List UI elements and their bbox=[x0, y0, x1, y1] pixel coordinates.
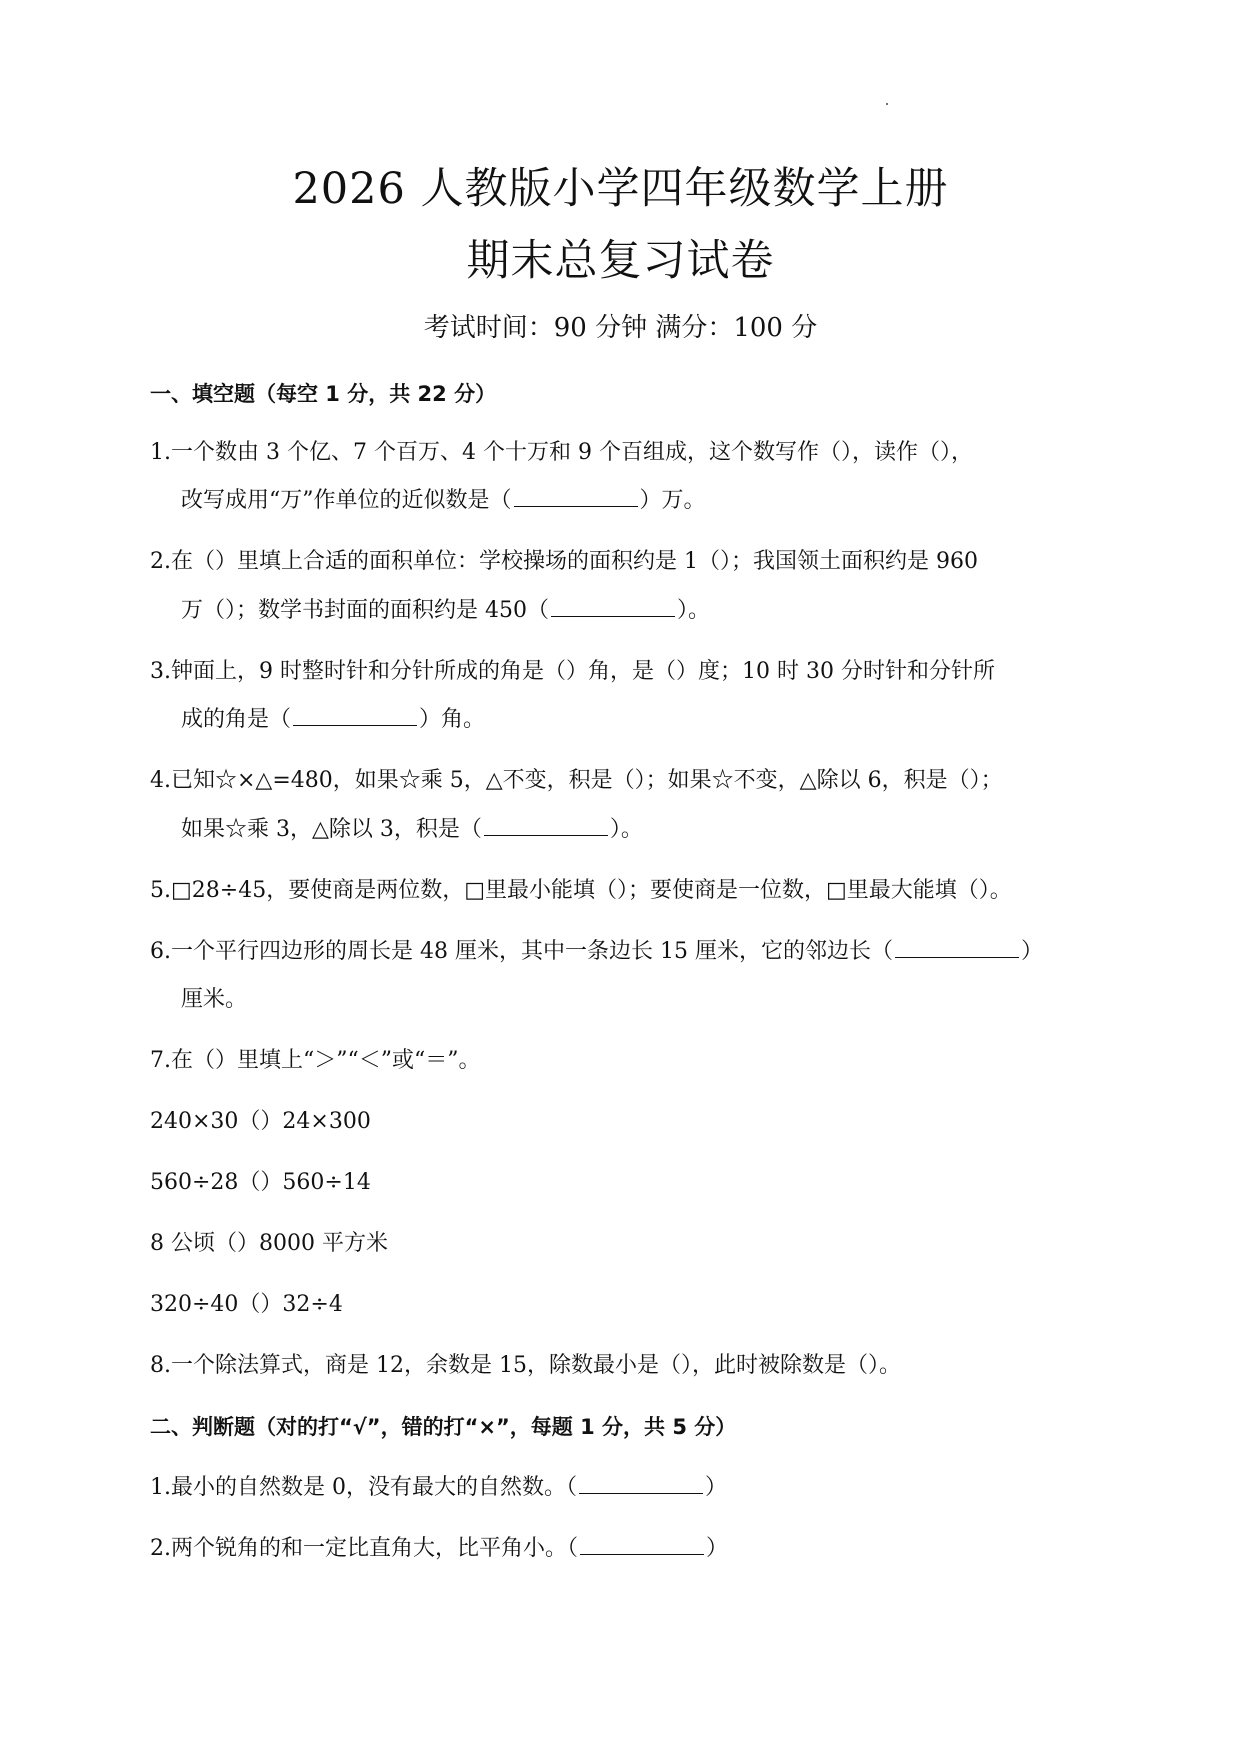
question-7-line1: 7.在（）里填上“＞”“＜”或“＝”。 bbox=[150, 1048, 481, 1073]
exam-title-line1: 2026 人教版小学四年级数学上册 bbox=[292, 164, 949, 214]
answer-blank[interactable] bbox=[579, 1473, 703, 1494]
exam-title-line2: 期末总复习试卷 bbox=[466, 236, 775, 286]
comparison-item-4: 320÷40（）32÷4 bbox=[150, 1292, 343, 1317]
answer-blank[interactable] bbox=[514, 486, 638, 507]
question-1-text: 改写成用“万”作单位的近似数是（ bbox=[181, 488, 512, 513]
comparison-item-3: 8 公顷（）8000 平方米 bbox=[150, 1231, 388, 1256]
question-2-end: ）。 bbox=[677, 598, 711, 623]
answer-blank[interactable] bbox=[895, 937, 1019, 958]
answer-blank[interactable] bbox=[551, 596, 675, 617]
question-6-line2: 厘米。 bbox=[181, 987, 248, 1012]
judgement-2-text: 2.两个锐角的和一定比直角大，比平角小。（ bbox=[150, 1536, 578, 1561]
judgement-question-2 bbox=[150, 1534, 728, 1564]
question-4-line1: 4.已知☆×△=480，如果☆乘 5，△不变，积是（）；如果☆不变，△除以 6，积是（）； bbox=[150, 768, 1003, 793]
question-4-text: 如果☆乘 3，△除以 3，积是（ bbox=[181, 817, 482, 842]
answer-blank[interactable] bbox=[580, 1534, 704, 1555]
question-6-text: 6.一个平行四边形的周长是 48 厘米，其中一条边长 15 厘米，它的邻边长（ bbox=[150, 939, 893, 964]
question-4-end: ）。 bbox=[609, 817, 643, 842]
exam-info: 考试时间：90 分钟 满分：100 分 bbox=[423, 313, 818, 343]
question-3-end: ）角。 bbox=[419, 707, 486, 732]
question-8-line1: 8.一个除法算式，商是 12，余数是 15，除数最小是（），此时被除数是（）。 bbox=[150, 1353, 901, 1378]
question-2-line1: 2.在（）里填上合适的面积单位：学校操场的面积约是 1（）；我国领土面积约是 960 bbox=[150, 549, 978, 574]
question-6-end: ） bbox=[1020, 939, 1043, 964]
question-1-line2 bbox=[181, 486, 706, 516]
judgement-1-end: ） bbox=[704, 1475, 727, 1500]
judgement-1-text: 1.最小的自然数是 0，没有最大的自然数。（ bbox=[150, 1475, 577, 1500]
section1-heading: 一、填空题（每空 1 分，共 22 分） bbox=[150, 382, 497, 406]
question-1-end: ）万。 bbox=[639, 488, 706, 513]
question-3-line2 bbox=[181, 705, 485, 735]
comparison-item-1: 240×30（）24×300 bbox=[150, 1109, 371, 1134]
question-5-line1: 5.□28÷45，要使商是两位数，□里最小能填（）；要使商是一位数，□里最大能填（）。 bbox=[150, 878, 1012, 903]
section2-heading: 二、判断题（对的打“√”，错的打“×”，每题 1 分，共 5 分） bbox=[150, 1415, 737, 1439]
judgement-2-end: ） bbox=[706, 1536, 729, 1561]
scan-speck bbox=[886, 103, 888, 105]
answer-blank[interactable] bbox=[293, 705, 417, 726]
question-2-line2 bbox=[181, 596, 710, 626]
question-2-text: 万（）；数学书封面的面积约是 450（ bbox=[181, 598, 549, 623]
question-4-line2 bbox=[181, 815, 643, 845]
answer-blank[interactable] bbox=[484, 815, 608, 836]
question-3-text: 成的角是（ bbox=[181, 707, 292, 732]
comparison-item-2: 560÷28（）560÷14 bbox=[150, 1170, 371, 1195]
judgement-question-1 bbox=[150, 1473, 727, 1503]
question-6-line1 bbox=[150, 937, 1043, 967]
question-3-line1: 3.钟面上，9 时整时针和分针所成的角是（）角，是（）度；10 时 30 分时针和分针所 bbox=[150, 659, 995, 684]
question-1-line1: 1.一个数由 3 个亿、7 个百万、4 个十万和 9 个百组成，这个数写作（），读作（）， bbox=[150, 440, 973, 465]
